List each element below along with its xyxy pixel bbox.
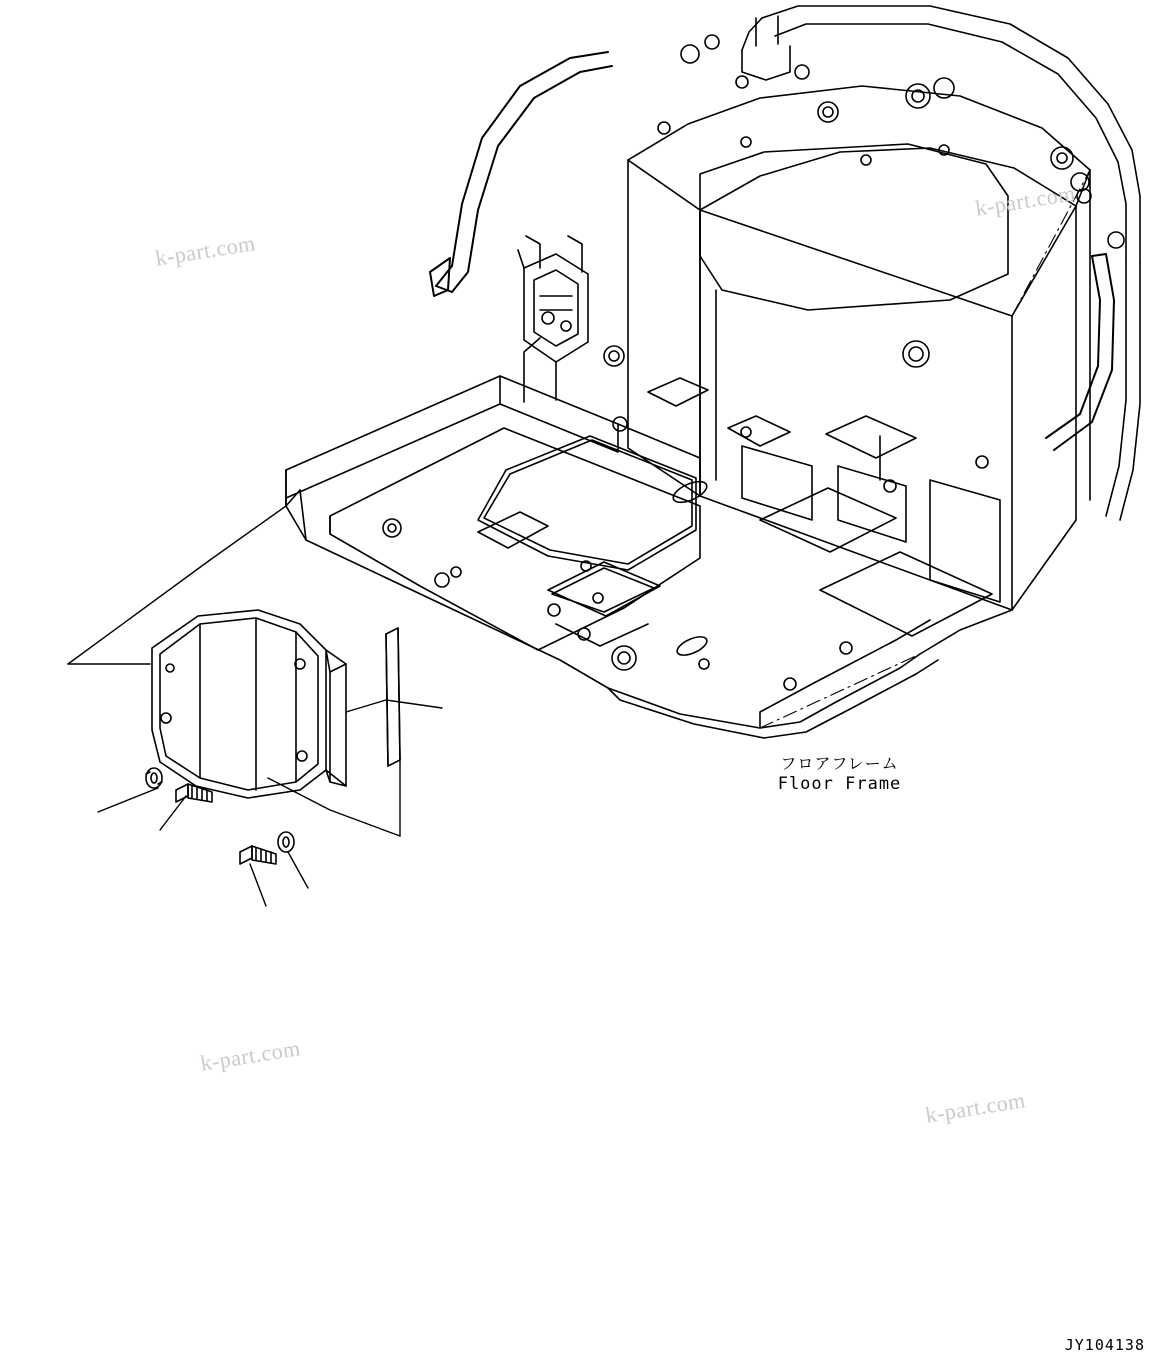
fastener-bolt-lower xyxy=(240,846,276,864)
caption-japanese: フロアフレーム xyxy=(780,754,899,773)
watermark: k-part.com xyxy=(153,230,258,271)
fastener-washer-lower xyxy=(278,832,294,852)
floor-frame-plate xyxy=(286,376,1012,738)
watermark: k-part.com xyxy=(923,1087,1028,1128)
cab-frame-body xyxy=(604,6,1140,610)
watermark: k-part.com xyxy=(198,1035,303,1076)
control-console xyxy=(518,236,588,402)
alignment-axes xyxy=(286,160,1090,728)
drawing-number: JY104138 xyxy=(1064,1336,1145,1354)
watermark: k-part.com xyxy=(973,180,1078,221)
fastener-washer-upper xyxy=(146,768,162,788)
floor-frame-caption xyxy=(732,755,947,794)
handrail-right xyxy=(1046,254,1114,450)
floor-cover-plate xyxy=(152,610,346,798)
fastener-bolt-upper xyxy=(176,784,212,802)
caption-english: Floor Frame xyxy=(777,773,902,794)
seal-strip xyxy=(386,628,400,766)
